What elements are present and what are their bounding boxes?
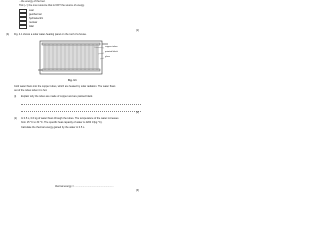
tick-box-tidal[interactable] [19, 25, 27, 29]
option-label: coal [29, 9, 34, 12]
part-b-body-line-2: out of the tubes when it is hot. [14, 89, 48, 92]
marks-a: [1] [136, 29, 139, 32]
part-b-label: (b) [6, 33, 10, 36]
intro-line-2: Tick (✓) the one resource that is NOT the source of energy. [19, 4, 85, 7]
label-painted-black: painted black [105, 51, 118, 53]
part-b-body-line-1: Cold water flows into the copper tubes, which are heated by solar radiation. The water flows [14, 85, 116, 88]
part-bii-line-3: Calculate the thermal energy gained by the water in 0.5 s. [21, 126, 85, 129]
marks-bi: [2] [136, 111, 139, 114]
part-bi-label: (i) [14, 95, 17, 98]
option-label: geothermal [29, 13, 42, 16]
label-glass: glass [105, 56, 111, 58]
option-label: hydroelectric [29, 17, 44, 20]
part-bii-line-1: In 0.5 s, 0.6 kg of water flows through the tubes. The temperature of the water increases [21, 117, 119, 120]
option-label: tidal [29, 25, 34, 28]
thermal-energy-answer[interactable]: thermal energy = ........................................................ [55, 185, 114, 188]
part-bii-label: (ii) [14, 117, 17, 120]
intro-line-1: ...the energy of the fuel. [19, 0, 46, 3]
part-bii-line-2: from 15 °C to 30 °C. The specific heat capacity of water is 4200 J/(kg °C). [21, 121, 103, 124]
part-b-text: Fig. 4.1 shows a solar water-heating panel on the roof of a house. [14, 33, 87, 36]
answer-line[interactable] [21, 104, 141, 105]
option-label: nuclear [29, 21, 38, 24]
part-bi-text: Explain why the tubes are made of copper and are painted black. [21, 95, 93, 98]
marks-bii: [3] [136, 189, 139, 192]
label-copper-tubes: copper tubes [105, 46, 118, 48]
answer-line[interactable] [21, 111, 141, 112]
figure-caption: Fig. 4.1 [68, 79, 77, 82]
